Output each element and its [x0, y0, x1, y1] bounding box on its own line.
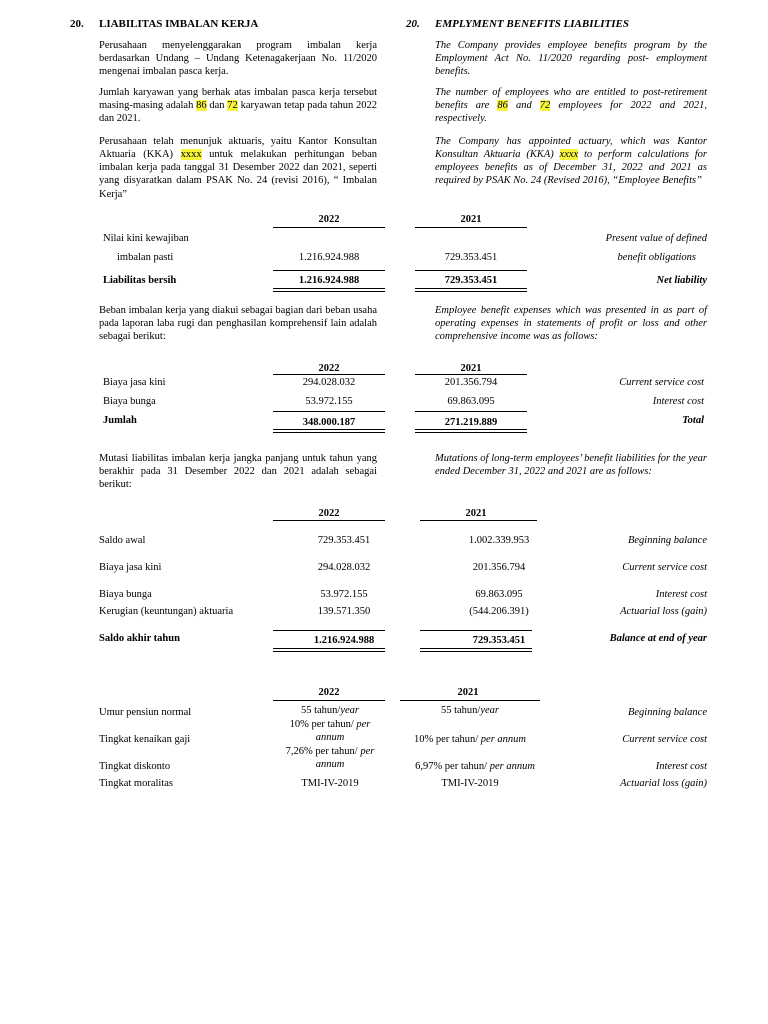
table4-row1-label-en: Beginning balance	[627, 707, 707, 718]
table1-row1-label-b: imbalan pasti	[117, 252, 174, 263]
highlight-xxxx: xxxx	[559, 149, 579, 161]
table2-row1-label-en: Current service cost	[619, 377, 704, 388]
table1-total-2021: 729.353.451	[444, 275, 498, 286]
table2-row1-2021: 201.356.794	[444, 377, 498, 388]
table4-row3-2022-b: annum	[315, 759, 345, 770]
table3-row1-label-en: Beginning balance	[627, 535, 707, 546]
intro-paragraph-1-en: The Company provides employee benefits program by the Employment Act No. 11/2020 regarding post- employment benefits.	[435, 40, 707, 78]
table1-total-label: Liabilitas bersih	[103, 275, 177, 286]
intro-paragraph-2-id: Jumlah karyawan yang berhak atas imbalan pasca kerja tersebut masing-masing adalah 86 dan 72 karyawan tetap pada tahun 2022 dan 2021.	[99, 87, 377, 125]
table4-row1-2022: 55 tahun/year	[300, 705, 360, 716]
table3-row1-2021: 1.002.339.953	[468, 535, 530, 546]
table3-year-2021: 2021	[465, 508, 487, 519]
table4-row1-label: Umur pensiun normal	[99, 707, 192, 718]
table2-total-2022: 348.000.187	[302, 417, 356, 428]
table3-total-label-en: Balance at end of year	[609, 633, 707, 644]
table2-row2-label-en: Interest cost	[652, 396, 704, 407]
table3-row2-label-en: Current service cost	[622, 562, 707, 573]
highlight-xxxx: xxxx	[180, 149, 202, 161]
expense-paragraph-en: Employee benefit expenses which was presented in as part of operating expenses in statements of profit or loss and other comprehensive income was as follows:	[435, 305, 707, 343]
table4-row3-label-en: Interest cost	[655, 761, 707, 772]
table4-row4-label: Tingkat moralitas	[99, 778, 173, 789]
table3-row1-label: Saldo awal	[99, 535, 146, 546]
table4-row2-label: Tingkat kenaikan gaji	[99, 734, 191, 745]
table4-row3-2022-a: 7,26% per tahun/ per	[285, 746, 375, 757]
table3-row3-2022: 53.972.155	[320, 589, 368, 600]
intro-paragraph-3-id: Perusahaan telah menunjuk aktuaris, yaitu Kantor Konsultan Aktuaria (KKA) xxxx untuk melakukan perhitungan beban imbalan kerja pada tanggal 31 Desember 2022 dan 2021, seperti yang disyaratkan dalam PSAK No. 24 (revisi 2016), “ Imbalan Kerja”	[99, 136, 377, 200]
table4-year-2022: 2022	[318, 687, 340, 698]
table3-row4-2021: (544.206.391)	[469, 606, 529, 617]
table2-total-label: Jumlah	[103, 415, 137, 426]
table1-row1-value-2021: 729.353.451	[444, 252, 498, 263]
table4-year-2021: 2021	[457, 687, 479, 698]
table4-row2-2021: 10% per tahun/ per annum	[414, 734, 526, 745]
table3-total-2021: 729.353.451	[472, 635, 526, 646]
intro-paragraph-1-id: Perusahaan menyelenggarakan program imbalan kerja berdasarkan Undang – Undang Ketenagakerjaan No. 11/2020 mengenai imbalan pasca kerja.	[99, 40, 377, 78]
highlight-72: 72	[539, 100, 551, 112]
table2-row1-label: Biaya jasa kini	[103, 377, 166, 388]
table4-row1-2021: 55 tahun/year	[440, 705, 500, 716]
table2-row2-label: Biaya bunga	[103, 396, 156, 407]
table1-row1-value-2022: 1.216.924.988	[298, 252, 360, 263]
highlight-86: 86	[497, 100, 508, 112]
intro-paragraph-3-en: The Company has appointed actuary, which was Kantor Konsultan Aktuaria (KKA) xxxx to perform calculations for employees benefits as of December 31, 2022 and 2021 as required by PSAK No. 24 (Revised 2016), “Employee Benefits”	[435, 136, 707, 187]
section-title-id: LIABILITAS IMBALAN KERJA	[99, 18, 259, 30]
section-number-en: 20.	[406, 18, 420, 30]
table3-total-2022: 1.216.924.988	[313, 635, 375, 646]
table3-row2-2022: 294.028.032	[317, 562, 371, 573]
table3-total-label: Saldo akhir tahun	[99, 633, 180, 644]
table2-row2-2021: 69.863.095	[447, 396, 495, 407]
table3-row2-label: Biaya jasa kini	[99, 562, 162, 573]
table3-row4-label-en: Actuarial loss (gain)	[620, 606, 707, 617]
table1-total-label-en: Net liability	[656, 275, 707, 286]
table3-row4-label: Kerugian (keuntungan) aktuaria	[99, 606, 234, 617]
table1-row1-label-en-b: benefit obligations	[617, 252, 696, 263]
table3-row3-2021: 69.863.095	[475, 589, 523, 600]
section-number-id: 20.	[70, 18, 84, 30]
table2-row1-2022: 294.028.032	[302, 377, 356, 388]
table2-year-2021: 2021	[460, 363, 482, 374]
table4-row2-2022-b: annum	[315, 732, 345, 743]
table4-row2-2022-a: 10% per tahun/ per	[289, 719, 371, 730]
table1-row1-label-a: Nilai kini kewajiban	[103, 233, 189, 244]
table4-row4-label-en: Actuarial loss (gain)	[620, 778, 707, 789]
table1-total-2022: 1.216.924.988	[298, 275, 360, 286]
expense-paragraph-id: Beban imbalan kerja yang diakui sebagai bagian dari beban usaha pada laporan laba rugi dan penghasilan komprehensif lain adalah sebagai berikut:	[99, 305, 377, 343]
table4-row4-2021: TMI-IV-2019	[441, 778, 499, 789]
table4-row4-2022: TMI-IV-2019	[301, 778, 359, 789]
table2-row2-2022: 53.972.155	[305, 396, 353, 407]
table4-row3-label: Tingkat diskonto	[99, 761, 171, 772]
highlight-86: 86	[196, 100, 207, 112]
highlight-72: 72	[227, 100, 238, 112]
table3-row3-label: Biaya bunga	[99, 589, 152, 600]
mutation-paragraph-id: Mutasi liabilitas imbalan kerja jangka panjang untuk tahun yang berakhir pada 31 Desember 2022 dan 2021 adalah sebagai berikut:	[99, 453, 377, 491]
section-title-en: EMPLYMENT BENEFITS LIABILITIES	[435, 18, 629, 30]
table2-total-label-en: Total	[682, 415, 704, 426]
table3-row2-2021: 201.356.794	[472, 562, 526, 573]
table1-year-2021: 2021	[460, 214, 482, 225]
table2-year-2022: 2022	[318, 363, 340, 374]
table3-row4-2022: 139.571.350	[317, 606, 371, 617]
table2-total-2021: 271.219.889	[444, 417, 498, 428]
table4-row2-label-en: Current service cost	[622, 734, 707, 745]
intro-paragraph-2-en: The number of employees who are entitled to post-retirement benefits are 86 and 72 employees for 2022 and 2021, respectively.	[435, 87, 708, 125]
table3-year-2022: 2022	[318, 508, 340, 519]
table1-row1-label-en-a: Present value of defined	[605, 233, 707, 244]
table1-year-2022: 2022	[318, 214, 340, 225]
mutation-paragraph-en: Mutations of long-term employees’ benefit liabilities for the year ended December 31, 2022 and 2021 are as follows:	[435, 453, 707, 478]
table4-row3-2021: 6,97% per tahun/ per annum	[415, 761, 535, 772]
table3-row3-label-en: Interest cost	[655, 589, 707, 600]
table3-row1-2022: 729.353.451	[317, 535, 371, 546]
